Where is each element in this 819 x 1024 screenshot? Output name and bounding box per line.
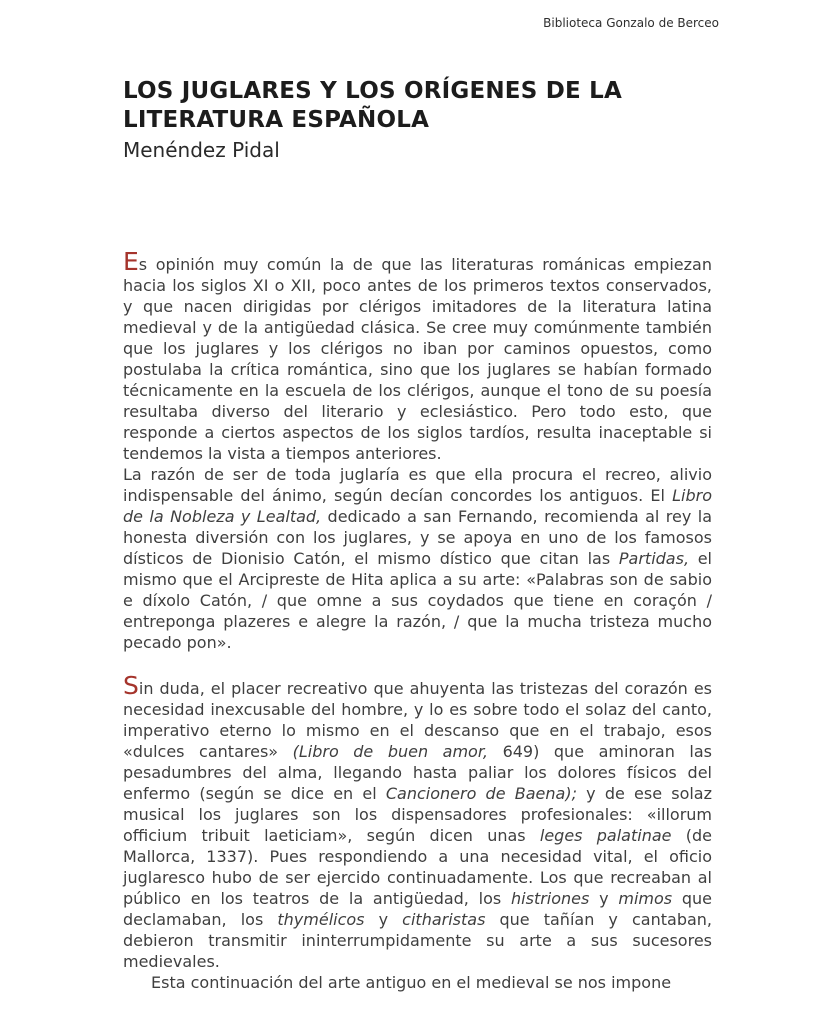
text-run: dedicado a san Fernando, recomienda al rey la honesta diversión con los juglares, y se apoya en uno de los famosos dísticos de Dionisio Catón, el mismo dístico que citan las: [123, 507, 712, 569]
text-run: La razón de ser de toda juglaría es que ella procura el recreo, alivio indispensable del ánimo, según decían concordes los antiguos. El: [123, 465, 712, 506]
site-label: Biblioteca Gonzalo de Berceo: [543, 16, 719, 30]
italic-text-run: Partidas,: [618, 549, 690, 569]
paragraph: [123, 671, 713, 972]
paragraph: [123, 464, 712, 653]
text-run: que declamaban, los: [123, 889, 713, 930]
paragraph: [123, 247, 712, 464]
text-run: 649) que aminoran las pesadumbres del alma, llegando hasta paliar los dolores físicos del enfermo (según se dice en el: [123, 742, 712, 804]
initial-letter: S: [123, 671, 139, 701]
italic-text-run: citharistas: [402, 910, 486, 930]
italic-text-run: mimos: [618, 889, 673, 909]
italic-text-run: histriones: [511, 889, 590, 909]
site-header: [0, 0, 819, 30]
italic-text-run: leges palatinae: [539, 826, 672, 846]
text-run: s opinión muy común la de que las literaturas románicas empiezan hacia los siglos XI o XII, poco antes de los primeros textos conservados, y que nacen dirigidas por clérigos imitadores de la literatura latina medieval y de la antigüedad clásica. Se cree muy comúnmente también que los juglares y los clérigos no iban por caminos opuestos, como postulaba la crítica romántica, sino que los juglares se habían formado técnicamente en la escuela de los clérigos, aunque el tono de su poesía resultaba diverso del literario y eclesiástico. Pero todo esto, que responde a ciertos aspectos de los siglos tardíos, resulta inaceptable si tendemos la vista a tiempos anteriores.: [123, 255, 712, 464]
text-run: que tañían y cantaban, debieron transmitir ininterrumpidamente su arte a sus sucesores medievales.: [123, 910, 712, 972]
text-run: el mismo que el Arcipreste de Hita aplica a su arte: «Palabras son de sabio e díxolo Catón, / que omne a sus coydados que tiene en coraçón / entreponga plazeres e alegre la razón, / que la mucha tristeza mucho pecado pon».: [123, 549, 713, 653]
text-run: in duda, el placer recreativo que ahuyenta las tristezas del corazón es necesidad inexcusable del hombre, y lo es sobre todo el solaz del canto, imperativo eterno lo mismo en el descanso que en el trabajo, esos «dulces cantares»: [123, 679, 712, 762]
text-run: y: [589, 889, 619, 909]
page-title: [123, 77, 712, 135]
article-body: [123, 247, 713, 993]
article: [0, 77, 819, 993]
italic-text-run: (Libro de buen amor,: [292, 742, 489, 762]
italic-text-run: thymélicos: [277, 910, 365, 930]
italic-text-run: Cancionero de Baena);: [385, 784, 577, 804]
initial-letter: E: [123, 247, 139, 277]
text-run: Esta continuación del arte antiguo en el medieval se nos impone: [151, 973, 672, 993]
author-name: Menéndez Pidal: [123, 138, 280, 163]
title-block: [123, 77, 712, 163]
text-run: (de Mallorca, 1337). Pues respondiendo a una necesidad vital, el oficio juglaresco hubo de ser ejercido continuadamente. Los que recreaban al público en los teatros de la antigüedad, los: [123, 826, 712, 909]
text-run: y de ese solaz musical los juglares son los dispensadores profesionales: «illorum officium tribuit laeticiam», según dicen unas: [123, 784, 712, 846]
paragraph: [123, 972, 712, 993]
italic-text-run: Libro de la Nobleza y Lealtad,: [123, 486, 712, 527]
title-line-2: LITERATURA ESPAÑOLA: [123, 107, 430, 134]
title-line-1: LOS JUGLARES Y LOS ORÍGENES DE LA: [123, 78, 622, 105]
text-run: y: [364, 910, 403, 930]
